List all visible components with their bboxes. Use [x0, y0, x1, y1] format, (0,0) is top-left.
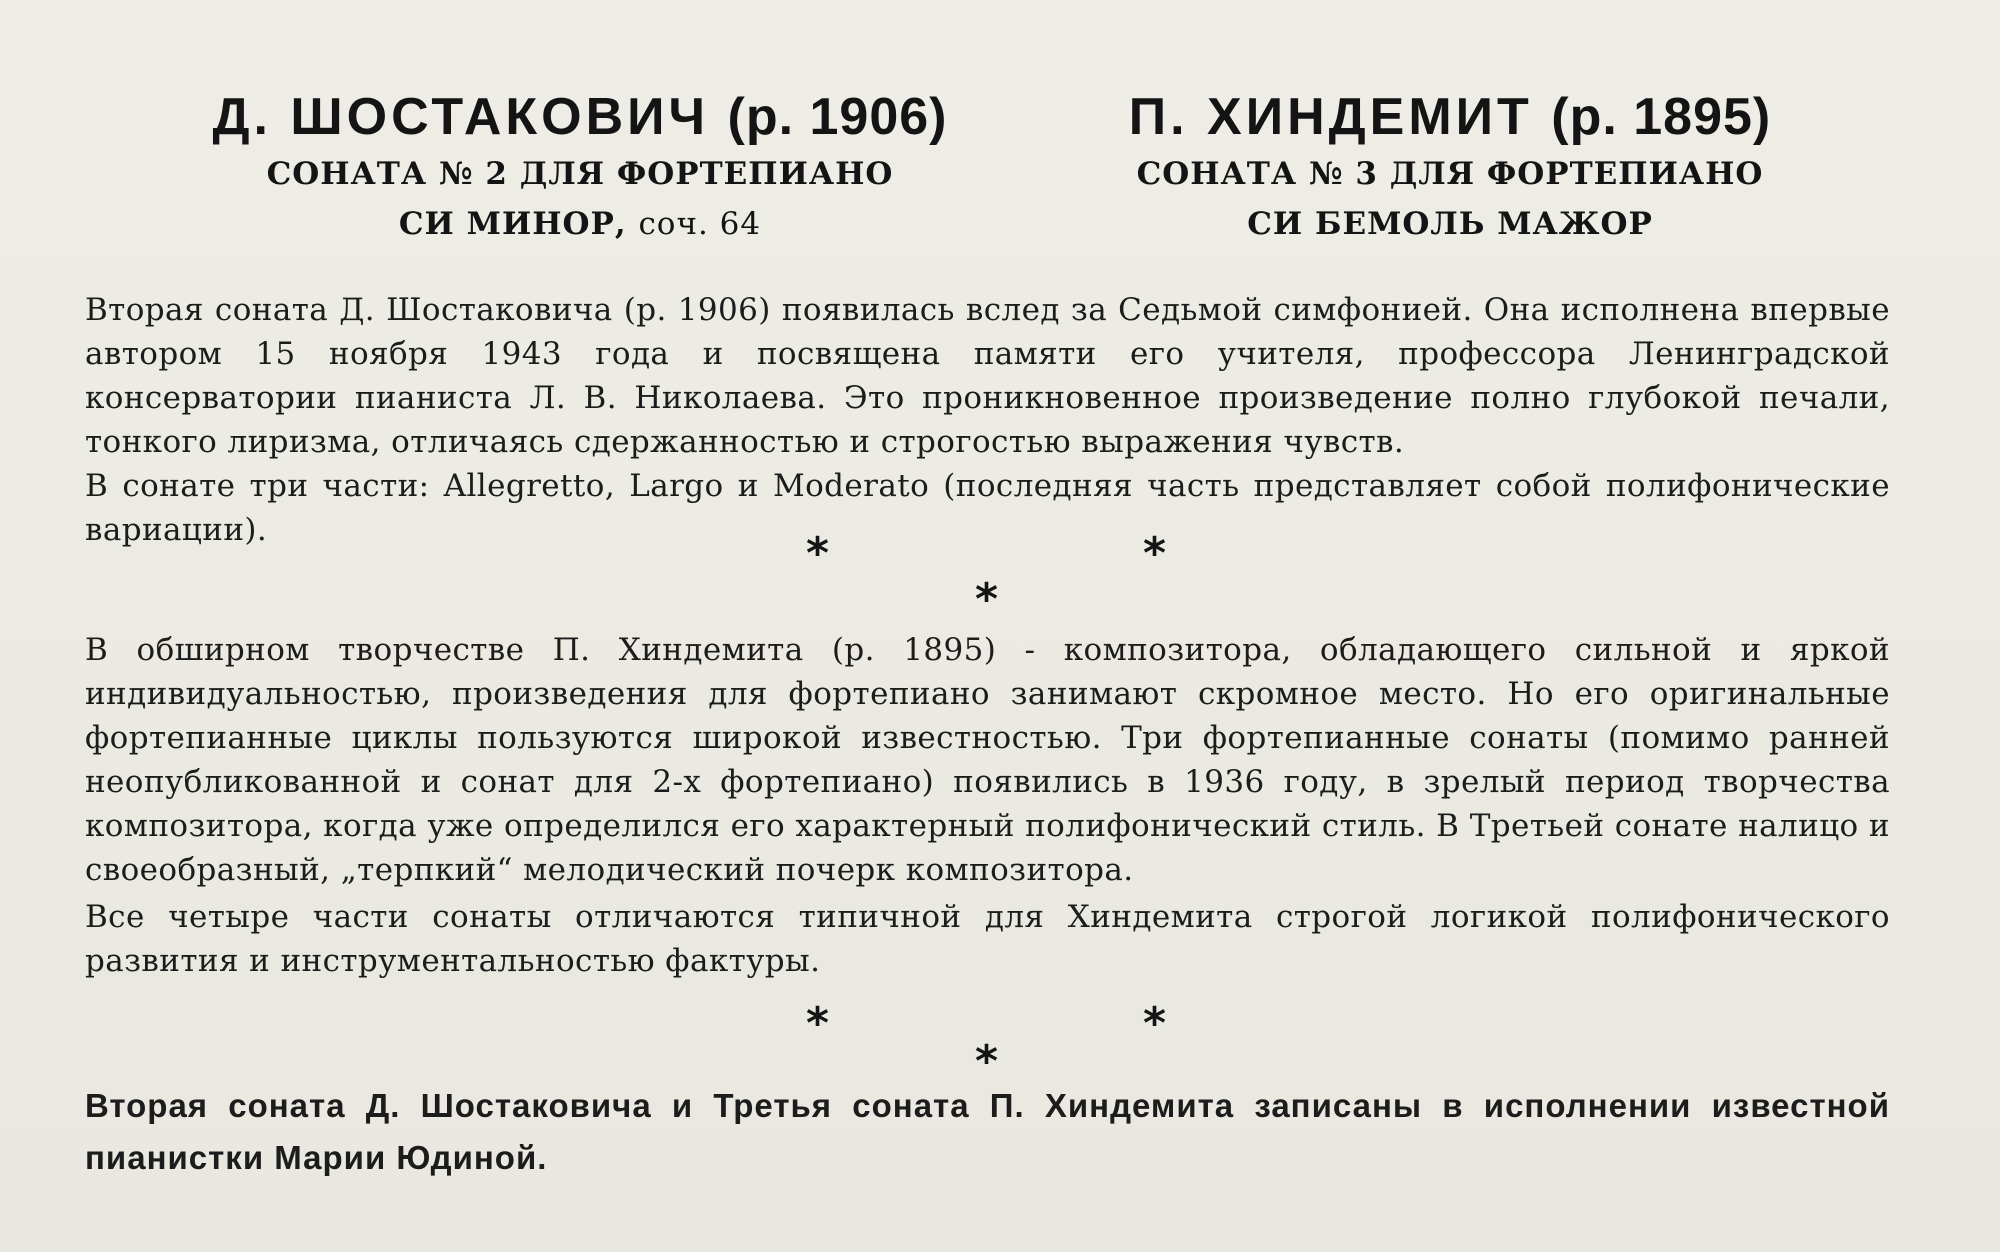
shostakovich-paragraph-2: В сонате три части: Allegretto, Largo и Moderato (последняя часть представляет собой полифонические вариации). — [85, 468, 1890, 548]
shostakovich-description — [85, 288, 1890, 552]
hindemith-years: (р. 1895) — [1551, 88, 1772, 146]
separator-asterisk: * — [1143, 998, 1167, 1049]
shostakovich-name: Д. ШОСТАКОВИЧ — [212, 88, 710, 146]
performer-note — [85, 1080, 1890, 1184]
shostakovich-header — [210, 85, 950, 249]
hindemith-work-title: СОНАТА № 3 ДЛЯ ФОРТЕПИАНО — [1136, 156, 1764, 192]
shostakovich-years: (р. 1906) — [727, 88, 948, 146]
shostakovich-paragraph-1: Вторая соната Д. Шостаковича (р. 1906) появилась вслед за Седьмой симфонией. Она исполнена впервые автором 15 ноября 1943 года и посвящена памяти его учителя, профессора Ленинградской консерватории пианиста Л. В. Николаева. Это проникновенное произведение полно глубокой печали, тонкого лиризма, отличаясь сдержанностью и строгостью выражения чувств. — [85, 292, 1890, 460]
hindemith-name: П. ХИНДЕМИТ — [1128, 88, 1533, 146]
hindemith-paragraph-2: Все четыре части сонаты отличаются типичной для Хиндемита строгой логикой полифонического развития и инструментальностью фактуры. — [85, 899, 1890, 979]
hindemith-description — [85, 628, 1890, 892]
shostakovich-work-title: СОНАТА № 2 ДЛЯ ФОРТЕПИАНО — [266, 156, 894, 192]
separator-asterisk: * — [975, 1036, 999, 1087]
separator-asterisk: * — [975, 574, 999, 625]
hindemith-composer-line — [1090, 85, 1810, 149]
closing-paragraph: Вторая соната Д. Шостаковича и Третья соната П. Хиндемита записаны в исполнении известной пианистки Марии Юдиной. — [85, 1087, 1890, 1176]
hindemith-header — [1090, 85, 1810, 249]
shostakovich-work-key-line — [210, 199, 950, 249]
separator-asterisk: * — [806, 998, 830, 1049]
hindemith-description-2 — [85, 895, 1890, 983]
separator-asterisk: * — [1143, 528, 1167, 579]
shostakovich-work-key: СИ МИНОР, — [398, 206, 627, 242]
shostakovich-composer-line — [210, 85, 950, 149]
hindemith-work-key: СИ БЕМОЛЬ МАЖОР — [1247, 206, 1653, 242]
hindemith-paragraph-1: В обширном творчестве П. Хиндемита (р. 1895) - композитора, обладающего сильной и яркой индивидуальностью, произведения для фортепиано занимают скромное место. Но его оригинальные фортепианные циклы пользуются широкой известностью. Три фортепианные сонаты (помимо ранней неопубликованной и сонат для 2-х фортепиано) появились в 1936 году, в зрелый период творчества композитора, когда уже определился его характерный полифонический стиль. В Третьей сонате налицо и своеобразный, „терпкий“ мелодический почерк композитора. — [85, 632, 1890, 888]
shostakovich-opus: соч. 64 — [638, 206, 762, 242]
separator-asterisk: * — [806, 528, 830, 579]
